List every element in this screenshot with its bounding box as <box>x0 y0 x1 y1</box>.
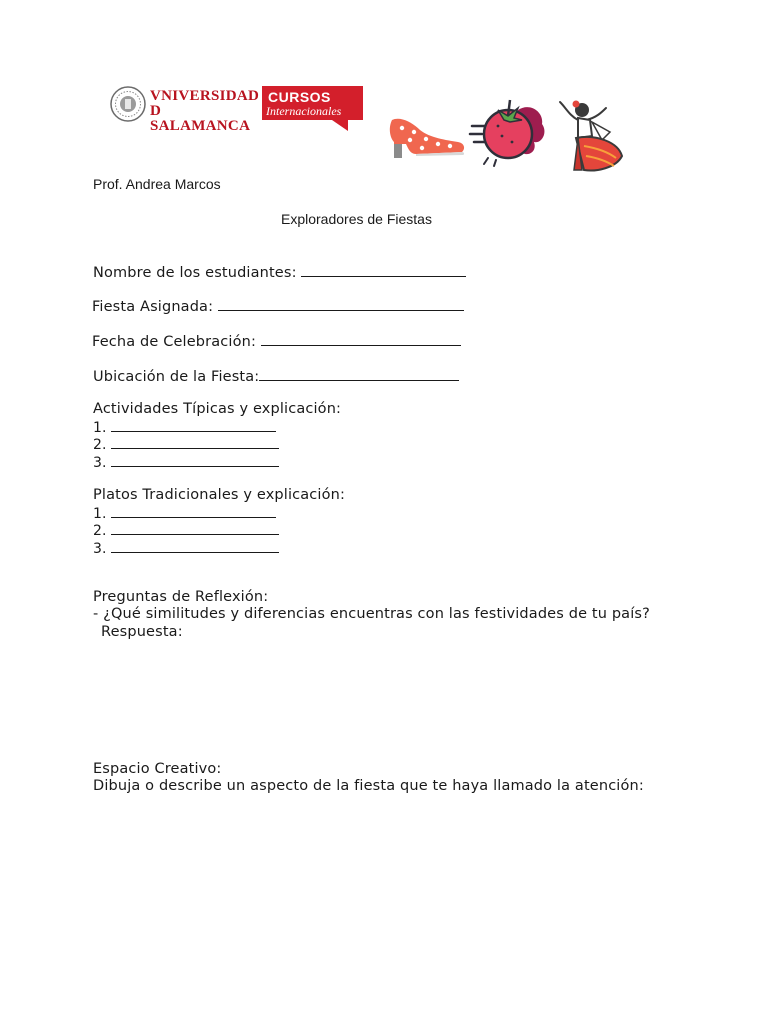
location-label: Ubicación de la Fiesta: <box>93 369 260 385</box>
fiesta-label: Fiesta Asignada: <box>92 299 214 315</box>
flamenco-shoe-icon <box>386 108 466 160</box>
creative-prompt: Dibuja o describe un aspecto de la fiesta que te haya llamado la atención: <box>93 778 644 794</box>
university-name <box>150 89 259 134</box>
answer-label: Respuesta: <box>101 624 183 640</box>
fiesta-field <box>92 297 464 316</box>
list-item <box>93 521 279 540</box>
list-item <box>93 453 279 472</box>
dishes-heading: Platos Tradicionales y explicación: <box>93 487 345 503</box>
list-item-number: 3. <box>93 541 107 557</box>
page-title: Exploradores de Fiestas <box>281 211 432 227</box>
location-field <box>93 367 459 386</box>
date-field <box>92 332 461 351</box>
list-item <box>93 539 279 558</box>
dish-blank-2[interactable] <box>111 521 279 535</box>
list-item-number: 1. <box>93 506 107 522</box>
date-label: Fecha de Celebración: <box>92 334 257 350</box>
cursos-logo-line2: Internacionales <box>266 104 342 118</box>
cursos-internacionales-logo <box>262 86 363 132</box>
fiesta-blank[interactable] <box>218 297 464 311</box>
cursos-logo-tail <box>332 120 348 131</box>
activity-blank-1[interactable] <box>111 418 276 432</box>
activity-blank-2[interactable] <box>111 435 279 449</box>
students-field <box>93 263 466 282</box>
activity-blank-3[interactable] <box>111 453 279 467</box>
location-blank[interactable] <box>259 367 459 381</box>
list-item <box>93 435 279 454</box>
university-name-line1: VNIVERSIDAD <box>150 88 260 104</box>
list-item-number: 2. <box>93 523 107 539</box>
cursos-logo-line1: CURSOS <box>268 89 331 105</box>
answer-area[interactable] <box>93 644 653 754</box>
university-name-line2: D SALAMANCA <box>150 103 251 134</box>
university-logo <box>110 86 260 134</box>
date-blank[interactable] <box>261 332 461 346</box>
list-item-number: 2. <box>93 437 107 453</box>
flamenco-dancer-icon <box>556 98 626 174</box>
reflection-question: - ¿Qué similitudes y diferencias encuentras con las festividades de tu país? <box>93 606 650 622</box>
students-label: Nombre de los estudiantes: <box>93 265 297 281</box>
creative-heading: Espacio Creativo: <box>93 761 222 777</box>
university-seal-icon <box>110 86 146 122</box>
activities-heading: Actividades Típicas y explicación: <box>93 401 342 417</box>
dish-blank-3[interactable] <box>111 539 279 553</box>
reflection-heading: Preguntas de Reflexión: <box>93 589 269 605</box>
teacher-name: Prof. Andrea Marcos <box>93 176 221 192</box>
tomato-splash-icon <box>468 96 550 168</box>
list-item-number: 3. <box>93 455 107 471</box>
creative-area[interactable] <box>93 800 653 980</box>
list-item-number: 1. <box>93 420 107 436</box>
students-blank[interactable] <box>301 263 466 277</box>
dish-blank-1[interactable] <box>111 504 276 518</box>
